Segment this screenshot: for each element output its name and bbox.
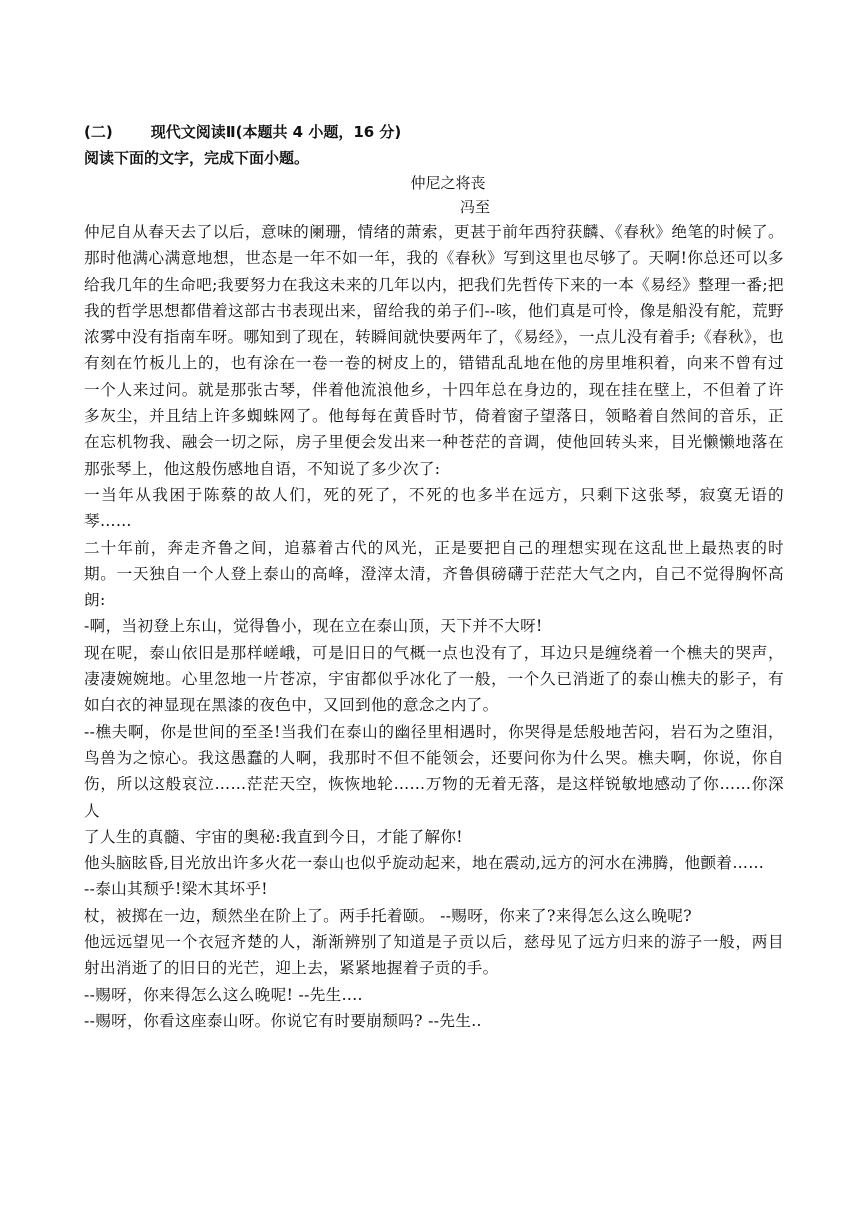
paragraph: 现在呢，泰山依旧是那样嵯峨，可是旧日的气概一点也没有了，耳边只是缠绕着一个樵夫的哭声，凄凄婉婉地。心里忽地一片苍凉，宇宙都似乎冰化了一般，一个久已消逝了的泰山樵夫的影子，有如白衣的神显现在黑漆的夜色中，又回到他的意念之内了。 (84, 643, 784, 715)
article-title: 仲尼之将丧 (410, 174, 486, 192)
paragraph: 仲尼自从春天去了以后，意味的阑珊，情绪的萧索，更甚于前年西狩获麟、《春秋》绝笔的时候了。那时他满心满意地想，世态是一年不如一年，我的《春秋》写到这里也尽够了。天啊!你总还可以多给我几年的生命吧;我要努力在我这未来的几年以内，把我们先哲传下来的一本《易经》整理一番;把我的哲学思想都借着这部古书表现出来，留给我的弟子们--咳，他们真是可怜，像是船没有舵，荒野浓雾中没有指南车呀。哪知到了现在，转瞬间就快要两年了，《易经》，一点儿没有着手;《春秋》，也有刻在竹板儿上的，也有涂在一卷一卷的树皮上的，错错乱乱地在他的房里堆积着，向来不曾有过一个人来过问。就是那张古琴，伴着他流浪他乡，十四年总在身边的，现在挂在壁上，不但着了许多灰尘，并且结上许多蜘蛛网了。他每每在黄昏时节，倚着窗子望落日，领略着自然间的音乐，正在忘机物我、融会一切之际，房子里便会发出来一种苍茫的音调，使他回转头来，目光懒懒地落在那张琴上，他这般伤感地自语，不知说了多少次了: (84, 223, 784, 478)
paragraph: --泰山其颓乎!梁木其坏乎! (84, 880, 268, 899)
paragraph: 二十年前，奔走齐鲁之间，追慕着古代的风光，正是要把自己的理想实现在这乱世上最热衷的时期。一天独自一个人登上泰山的高峰，澄滓太清，齐鲁俱磅礴于茫茫大气之内，自己不觉得胸怀高朗: (84, 538, 784, 610)
reading-instruction: 阅读下面的文字，完成下面小题。 (84, 149, 310, 167)
paragraph: 他远远望见一个衣冠齐楚的人，渐渐辨别了知道是子贡以后，慈母见了远方归来的游子一般，两目射出消逝了的旧日的光芒，迎上去，紧紧地握着子贡的手。 (84, 933, 784, 978)
paragraph: 他头脑眩昏,目光放出许多火花一泰山也似乎旋动起来，地在震动,远方的河水在沸腾，他颤着…… (84, 854, 765, 873)
paragraph: --赐呀，你来得怎么这么晚呢! --先生.... (84, 985, 363, 1004)
paragraph: 一当年从我困于陈蔡的故人们，死的死了，不死的也多半在远方，只剩下这张琴，寂寞无语的琴…… (84, 485, 784, 531)
paragraph: -啊，当初登上东山，觉得鲁小，现在立在泰山顶，天下并不大呀! (84, 617, 543, 636)
paragraph: 了人生的真髓、宇宙的奥秘:我直到今日，才能了解你! (84, 827, 463, 846)
section-number: (二) (84, 123, 113, 141)
paragraph: --樵夫啊，你是世间的至圣!当我们在泰山的幽径里相遇时，你哭得是恁般地苦闷，岩石为之堕泪，鸟兽为之惊心。我这愚蠢的人啊，我那时不但不能领会，还要问你为什么哭。樵夫啊，你说，你自伤，所以这般哀泣……茫茫天空，恢恢地轮……万物的无着无落，是这样锐敏地感动了你……你深人 (84, 722, 784, 820)
paragraph: --赐呀，你看这座泰山呀。你说它有时要崩颓吗? --先生.. (84, 1011, 482, 1030)
document-page (84, 120, 784, 1034)
section-title: 现代文阅读Ⅱ(本题共 4 小题，16 分) (150, 123, 402, 141)
section-heading (84, 120, 784, 145)
article-author: 冯至 (459, 198, 490, 216)
paragraph: 杖，被掷在一边，颓然坐在阶上了。两手托着颐。 --赐呀，你来了?来得怎么这么晚呢? (84, 906, 692, 925)
